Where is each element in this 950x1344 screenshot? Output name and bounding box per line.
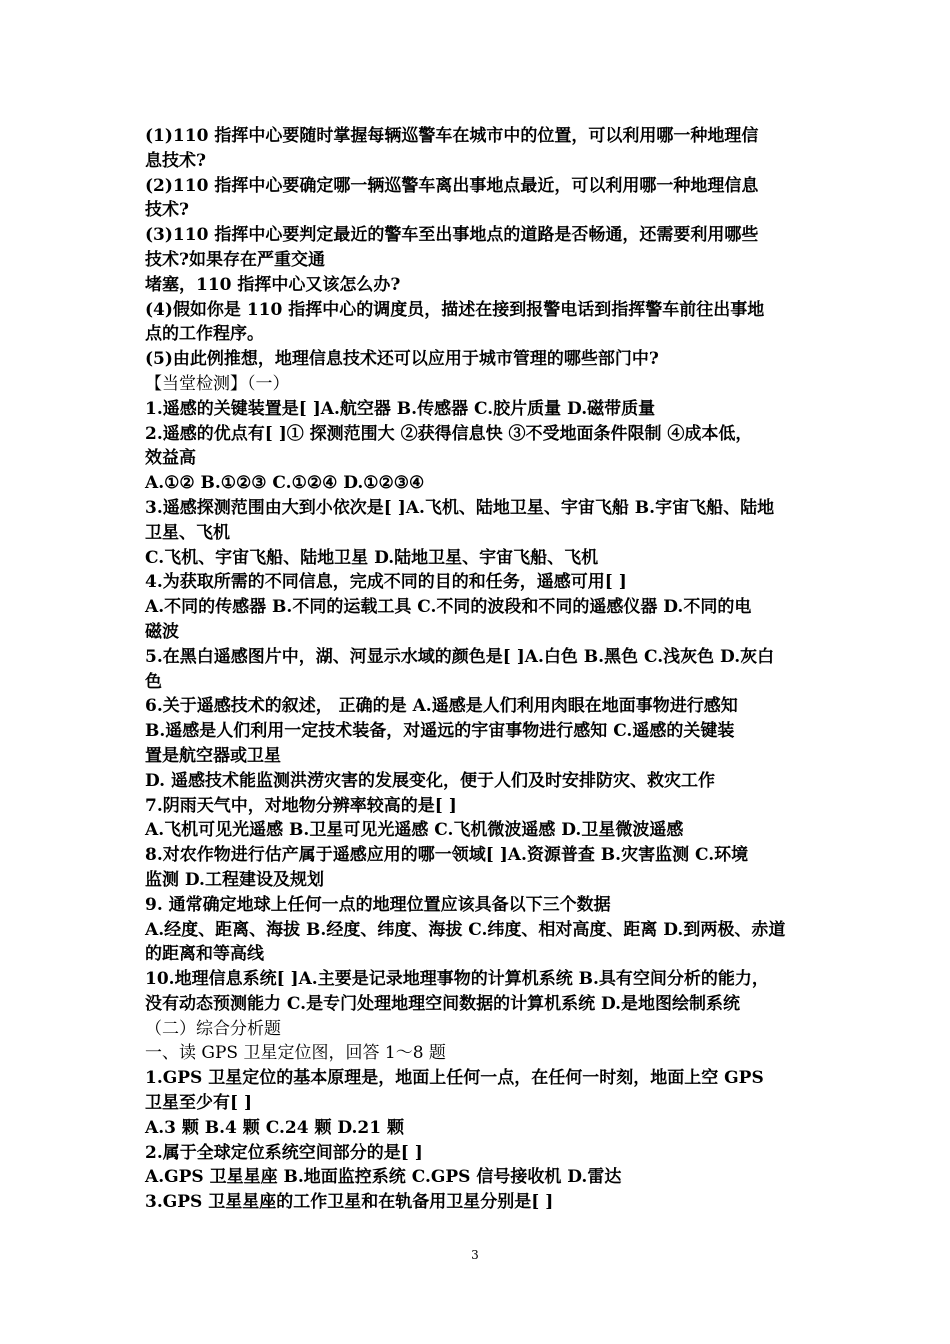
text-line: 没有动态预测能力 C.是专门处理地理空间数据的计算机系统 D.是地图绘制系统 <box>145 993 741 1014</box>
text-line: 10.地理信息系统[ ]A.主要是记录地理事物的计算机系统 B.具有空间分析的能力， <box>145 969 769 990</box>
text-line: 8.对农作物进行估产属于遥感应用的哪一领域[ ]A.资源普查 B.灾害监测 C.环境 <box>145 845 749 866</box>
text-line: A.①② B.①②③ C.①②④ D.①②③④ <box>145 473 425 494</box>
page-number: 3 <box>471 1248 479 1262</box>
text-line: 效益高 <box>145 448 196 469</box>
text-line: 1.遥感的关键装置是[ ]A.航空器 B.传感器 C.胶片质量 D.磁带质量 <box>145 398 656 419</box>
text-line: 技术? <box>145 200 189 221</box>
text-line: 4.为获取所需的不同信息，完成不同的目的和任务，遥感可用[ ] <box>145 572 627 593</box>
text-line: 息技术? <box>145 150 206 171</box>
text-line: 一、读 GPS 卫星定位图，回答 1～8 题 <box>145 1043 446 1064</box>
text-line: (5)由此例推想，地理信息技术还可以应用于城市管理的哪些部门中? <box>145 349 659 370</box>
text-line: 7.阴雨天气中，对地物分辨率较高的是[ ] <box>145 795 457 816</box>
text-line: A.飞机可见光遥感 B.卫星可见光遥感 C.飞机微波遥感 D.卫星微波遥感 <box>145 820 684 841</box>
text-line: A.3 颗 B.4 颗 C.24 颗 D.21 颗 <box>145 1117 405 1138</box>
text-line: (2)110 指挥中心要确定哪一辆巡警车离出事地点最近，可以利用哪一种地理信息 <box>145 175 759 196</box>
text-line: 6.关于遥感技术的叙述， 正确的是 A.遥感是人们利用肉眼在地面事物进行感知 <box>145 696 738 717</box>
text-line: 1.GPS 卫星定位的基本原理是，地面上任何一点，在任何一时刻，地面上空 GPS <box>145 1068 764 1089</box>
text-line: 2.属于全球定位系统空间部分的是[ ] <box>145 1142 423 1163</box>
text-line: 色 <box>145 671 162 692</box>
text-line: 【当堂检测】（一） <box>145 373 290 394</box>
text-line: 卫星、飞机 <box>145 522 230 543</box>
text-line: (1)110 指挥中心要随时掌握每辆巡警车在城市中的位置，可以利用哪一种地理信 <box>145 126 759 146</box>
text-line: A.不同的传感器 B.不同的运载工具 C.不同的波段和不同的遥感仪器 D.不同的电 <box>145 597 752 618</box>
text-line: A.GPS 卫星星座 B.地面监控系统 C.GPS 信号接收机 D.雷达 <box>145 1167 622 1188</box>
text-line: (3)110 指挥中心要判定最近的警车至出事地点的道路是否畅通，还需要利用哪些 <box>145 225 759 246</box>
text-line: D. 遥感技术能监测洪涝灾害的发展变化，便于人们及时安排防灾、救灾工作 <box>145 770 715 791</box>
text-line: 技术?如果存在严重交通 <box>145 249 325 270</box>
page-content <box>145 124 813 1215</box>
text-line: 点的工作程序。 <box>145 324 264 345</box>
text-line: 9. 通常确定地球上任何一点的地理位置应该具备以下三个数据 <box>145 894 611 915</box>
text-line: 的距离和等高线 <box>145 944 264 965</box>
text-line: 监测 D.工程建设及规划 <box>145 869 324 890</box>
text-line: C.飞机、宇宙飞船、陆地卫星 D.陆地卫星、宇宙飞船、飞机 <box>145 547 599 568</box>
text-line: 3.遥感探测范围由大到小依次是[ ]A.飞机、陆地卫星、宇宙飞船 B.宇宙飞船、陆地 <box>145 497 775 518</box>
text-line: 堵塞，110 指挥中心又该怎么办? <box>145 274 401 295</box>
text-line: 卫星至少有[ ] <box>145 1093 253 1114</box>
text-line: 5.在黑白遥感图片中，湖、河显示水域的颜色是[ ]A.白色 B.黑色 C.浅灰色 D.灰白 <box>145 646 775 667</box>
text-line: (4)假如你是 110 指挥中心的调度员，描述在接到报警电话到指挥警车前往出事地 <box>145 299 765 320</box>
text-line: 3.GPS 卫星星座的工作卫星和在轨备用卫星分别是[ ] <box>145 1192 554 1213</box>
text-line: B.遥感是人们利用一定技术装备，对遥远的宇宙事物进行感知 C.遥感的关键装 <box>145 721 735 742</box>
text-line: 2.遥感的优点有[ ]① 探测范围大 ②获得信息快 ③不受地面条件限制 ④成本低， <box>145 423 753 444</box>
text-line: 置是航空器或卫星 <box>145 745 281 766</box>
text-line: （二）综合分析题 <box>145 1018 281 1039</box>
text-line: A.经度、距离、海拔 B.经度、纬度、海拔 C.纬度、相对高度、距离 D.到两极、赤道 <box>145 919 786 940</box>
text-line: 磁波 <box>145 621 179 642</box>
